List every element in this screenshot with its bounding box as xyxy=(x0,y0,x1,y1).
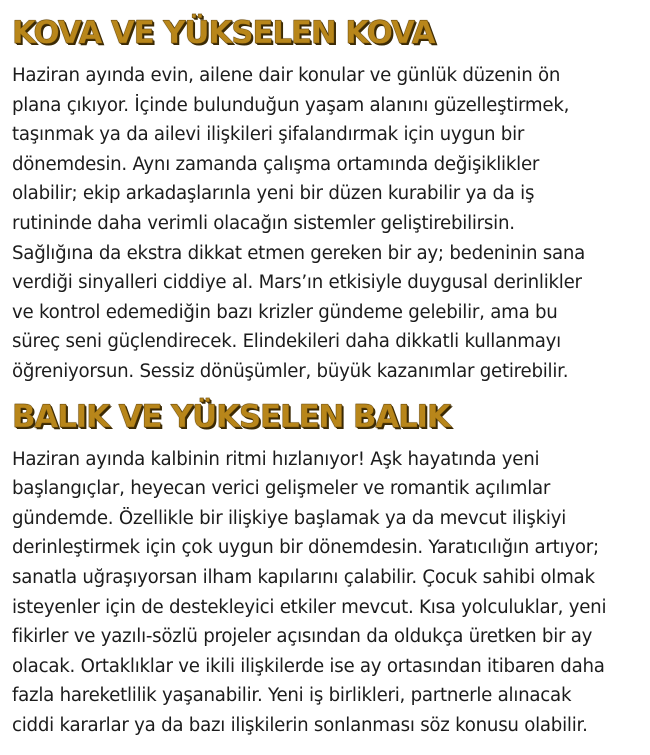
paragraph-line: ciddi kararlar ya da bazı ilişkilerin sonlanması söz konusu olabilir. xyxy=(12,714,588,736)
section-body-balik xyxy=(12,445,638,741)
paragraph-line: gündemde. Özellikle bir ilişkiye başlamak ya da mevcut ilişkiyi xyxy=(12,507,567,529)
paragraph-line: dönemdesin. Aynı zamanda çalışma ortamında değişiklikler xyxy=(12,153,540,175)
paragraph-line: sanatla uğraşıyorsan ilham kapılarını çalabilir. Çocuk sahibi olmak xyxy=(12,566,595,588)
paragraph-line: süreç seni güçlendirecek. Elindekileri daha dikkatli kullanmayı xyxy=(12,331,561,353)
section-body-kova xyxy=(12,61,638,387)
paragraph-line: taşınmak ya da ailevi ilişkileri şifalandırmak için uygun bir xyxy=(12,124,525,146)
paragraph-line: plana çıkıyor. İçinde bulunduğun yaşam alanını güzelleştirmek, xyxy=(12,94,570,116)
paragraph-line: öğreniyorsun. Sessiz dönüşümler, büyük kazanımlar getirebilir. xyxy=(12,360,569,382)
paragraph-line: Haziran ayında kalbinin ritmi hızlanıyor! Aşk hayatında yeni xyxy=(12,448,540,470)
paragraph-line: başlangıçlar, heyecan verici gelişmeler ve romantik açılımlar xyxy=(12,478,551,500)
paragraph-line: rutininde daha verimli olacağın sistemler geliştirebilirsin. xyxy=(12,212,515,234)
paragraph-line: fazla hareketlilik yaşanabilir. Yeni iş birlikleri, partnerle alınacak xyxy=(12,685,572,707)
paragraph-line: olacak. Ortaklıklar ve ikili ilişkilerde ise ay ortasından itibaren daha xyxy=(12,655,605,677)
paragraph-line: Sağlığına da ekstra dikkat etmen gereken bir ay; bedeninin sana xyxy=(12,242,586,264)
paragraph-line: verdiği sinyalleri ciddiye al. Mars’ın etkisiyle duygusal derinlikler xyxy=(12,272,582,294)
section-heading-kova: KOVA VE YÜKSELEN KOVA xyxy=(12,15,435,51)
paragraph-line: ve kontrol edemediğin bazı krizler gündeme gelebilir, ama bu xyxy=(12,301,558,323)
paragraph-line: derinleştirmek için çok uygun bir dönemdesin. Yaratıcılığın artıyor; xyxy=(12,537,599,559)
paragraph-line: Haziran ayında evin, ailene dair konular ve günlük düzenin ön xyxy=(12,65,561,86)
paragraph-line: olabilir; ekip arkadaşlarınla yeni bir düzen kurabilir ya da iş xyxy=(12,183,535,205)
paragraph-line: isteyenler için de destekleyici etkiler mevcut. Kısa yolculuklar, yeni xyxy=(12,596,607,618)
section-heading-balik: BALIK VE YÜKSELEN BALIK xyxy=(12,398,450,435)
paragraph-line: fikirler ve yazılı-sözlü projeler açısından da oldukça üretken bir ay xyxy=(12,626,593,648)
